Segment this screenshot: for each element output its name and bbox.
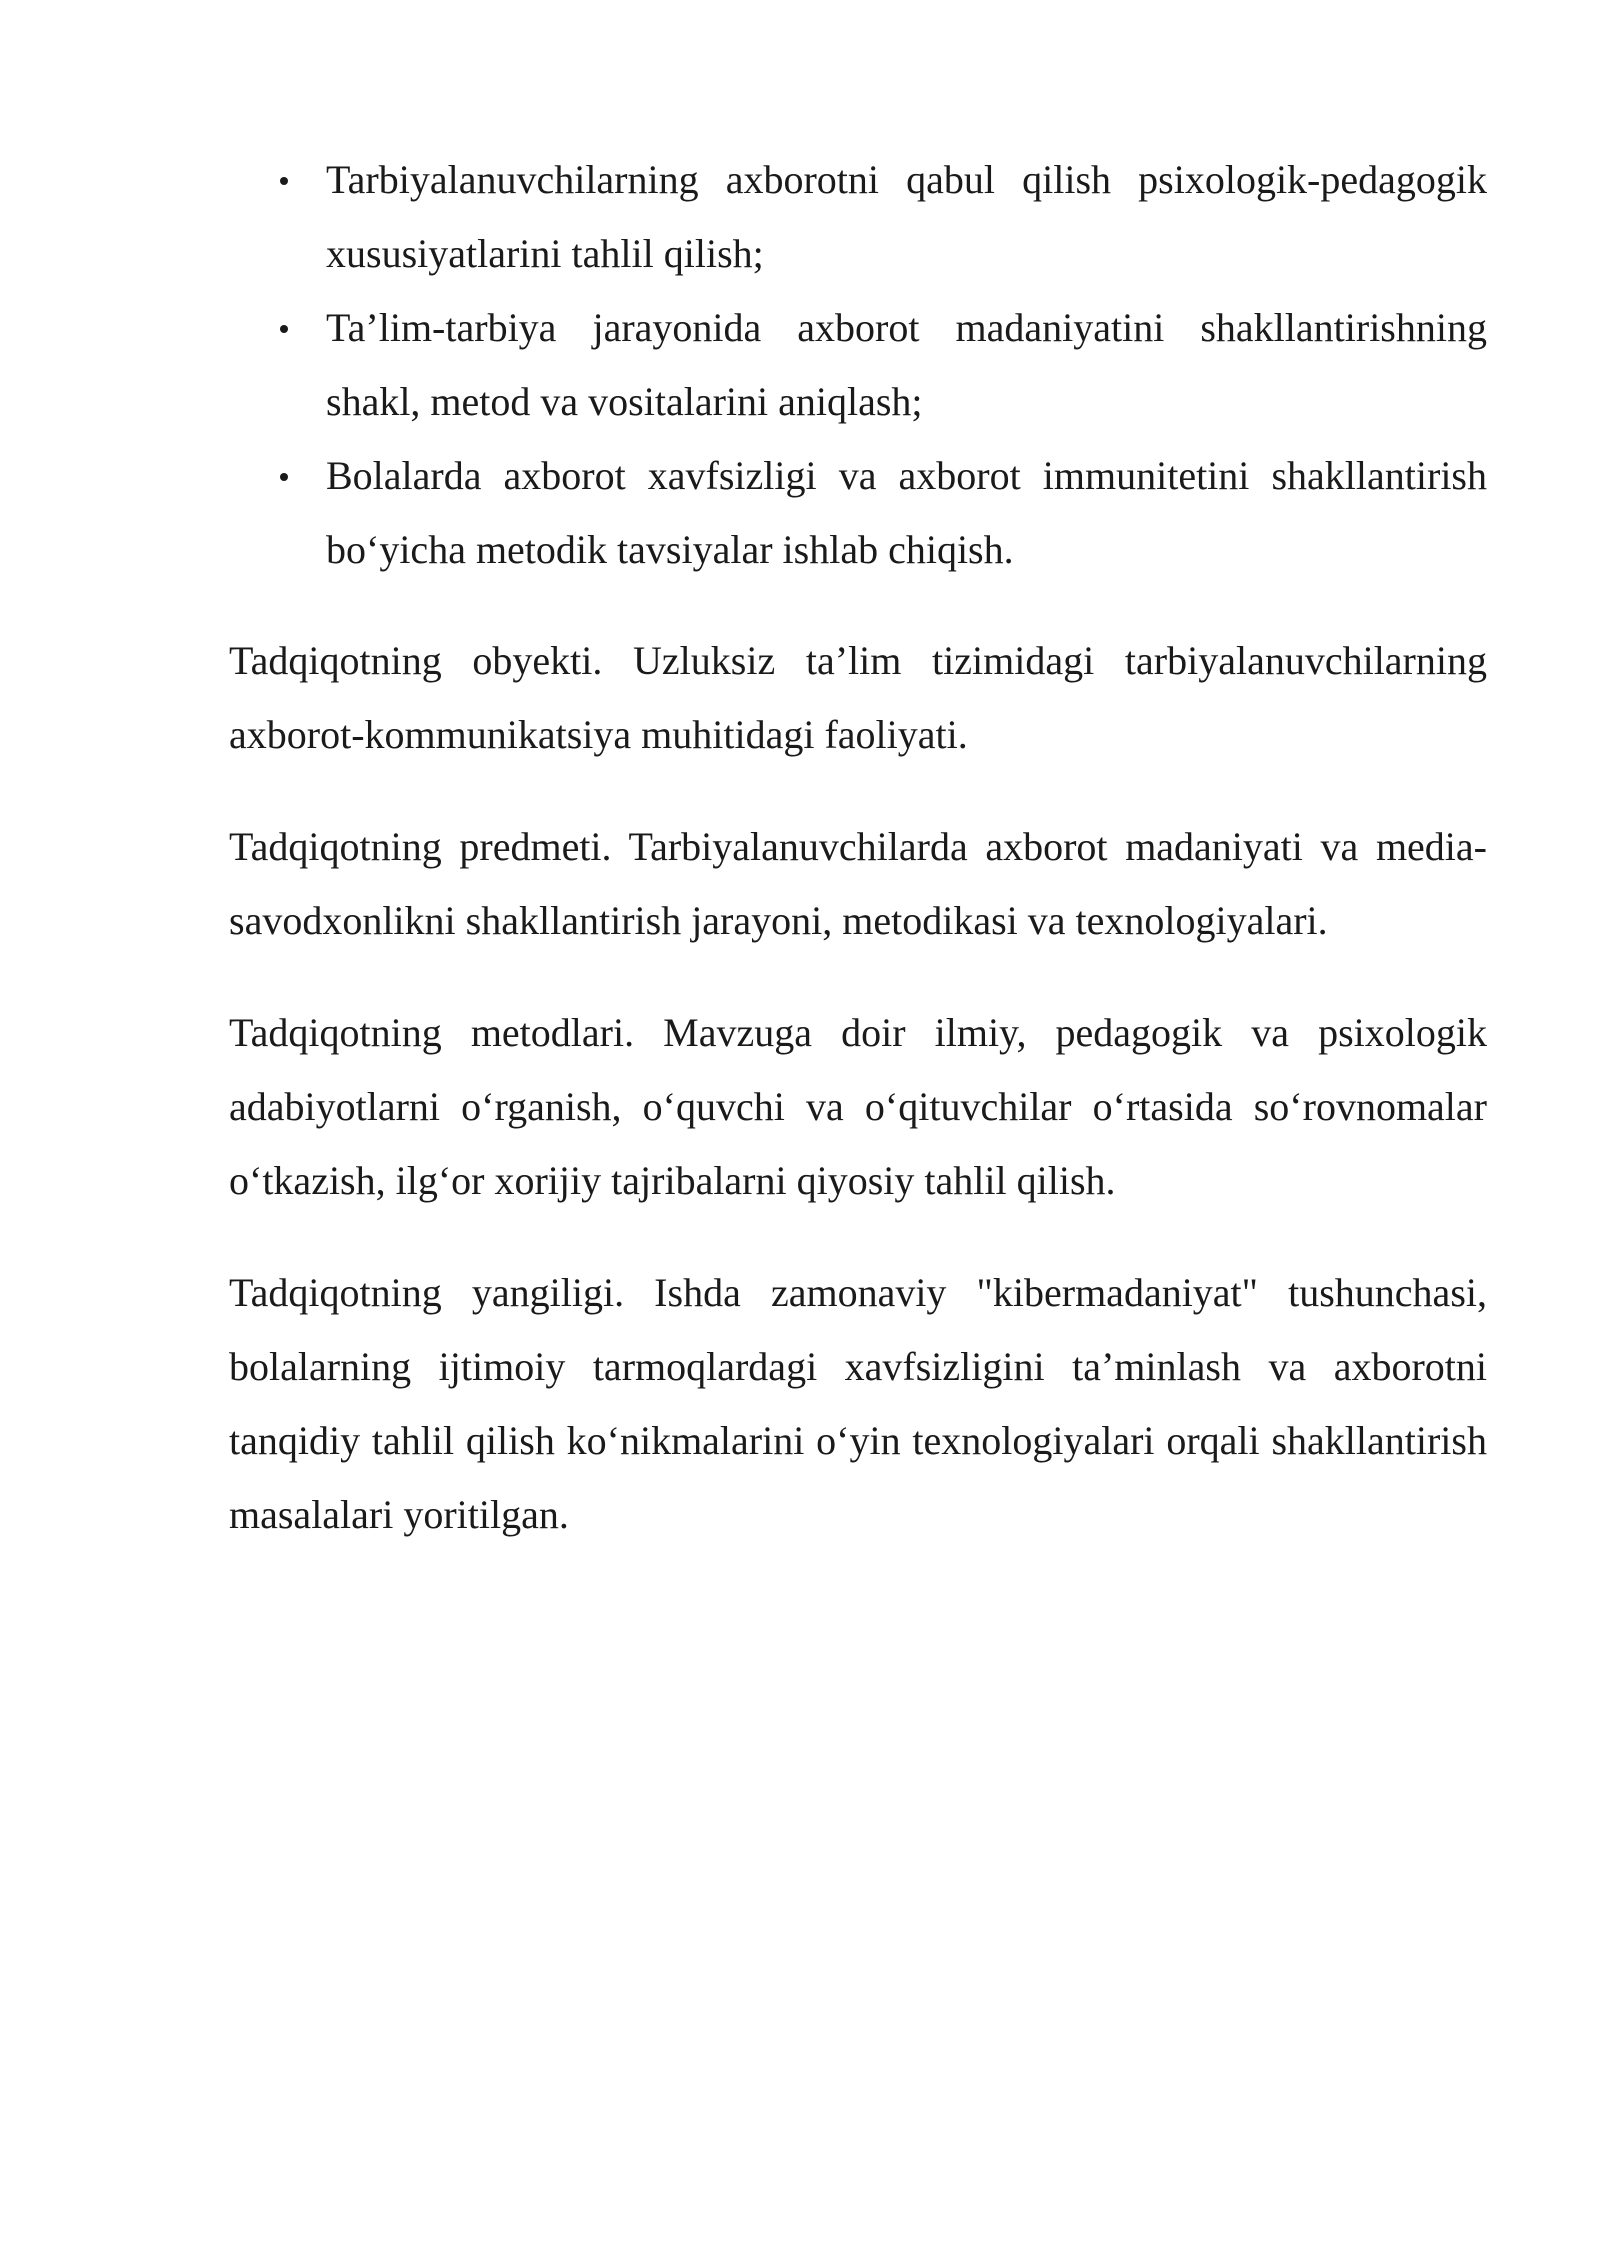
bullet-text: Ta’lim-tarbiya jarayonida axborot madaniyatini shakllantirishning shakl, metod va vositalarini aniqlash; (326, 305, 1487, 424)
research-novelty-paragraph: Tadqiqotning yangiligi. Ishda zamonaviy "kibermadaniyat" tushunchasi, bolalarning ijtimoiy tarmoqlardagi xavfsizligini ta’minlash va axborotni tanqidiy tahlil qilish ko‘nikmalarini o‘yin texnologiyalari orqali shakllantirish masalalari yoritilgan. (229, 1270, 1487, 1537)
bullet-item (229, 291, 1487, 439)
bullet-text: Tarbiyalanuvchilarning axborotni qabul qilish psixologik-pedagogik xususiyatlarini tahlil qilish; (326, 157, 1487, 276)
page-content (229, 143, 1487, 1552)
bullet-dot-icon (280, 177, 288, 185)
bullet-item (229, 439, 1487, 587)
bullet-text: Bolalarda axborot xavfsizligi va axborot immunitetini shakllantirish bo‘yicha metodik tavsiyalar ishlab chiqish. (326, 453, 1487, 572)
research-subject-paragraph: Tadqiqotning predmeti. Tarbiyalanuvchilarda axborot madaniyati va media-savodxonlikni shakllantirish jarayoni, metodikasi va texnologiyalari. (229, 824, 1487, 943)
bullet-dot-icon (280, 473, 288, 481)
bullet-item (229, 143, 1487, 291)
research-methods-paragraph: Tadqiqotning metodlari. Mavzuga doir ilmiy, pedagogik va psixologik adabiyotlarni o‘rganish, o‘quvchi va o‘qituvchilar o‘rtasida so‘rovnomalar o‘tkazish, ilg‘or xorijiy tajribalarni qiyosiy tahlil qilish. (229, 1010, 1487, 1203)
task-bullet-list (229, 143, 1487, 587)
bullet-dot-icon (280, 325, 288, 333)
research-object-paragraph: Tadqiqotning obyekti. Uzluksiz ta’lim tizimidagi tarbiyalanuvchilarning axborot-kommunikatsiya muhitidagi faoliyati. (229, 638, 1487, 757)
